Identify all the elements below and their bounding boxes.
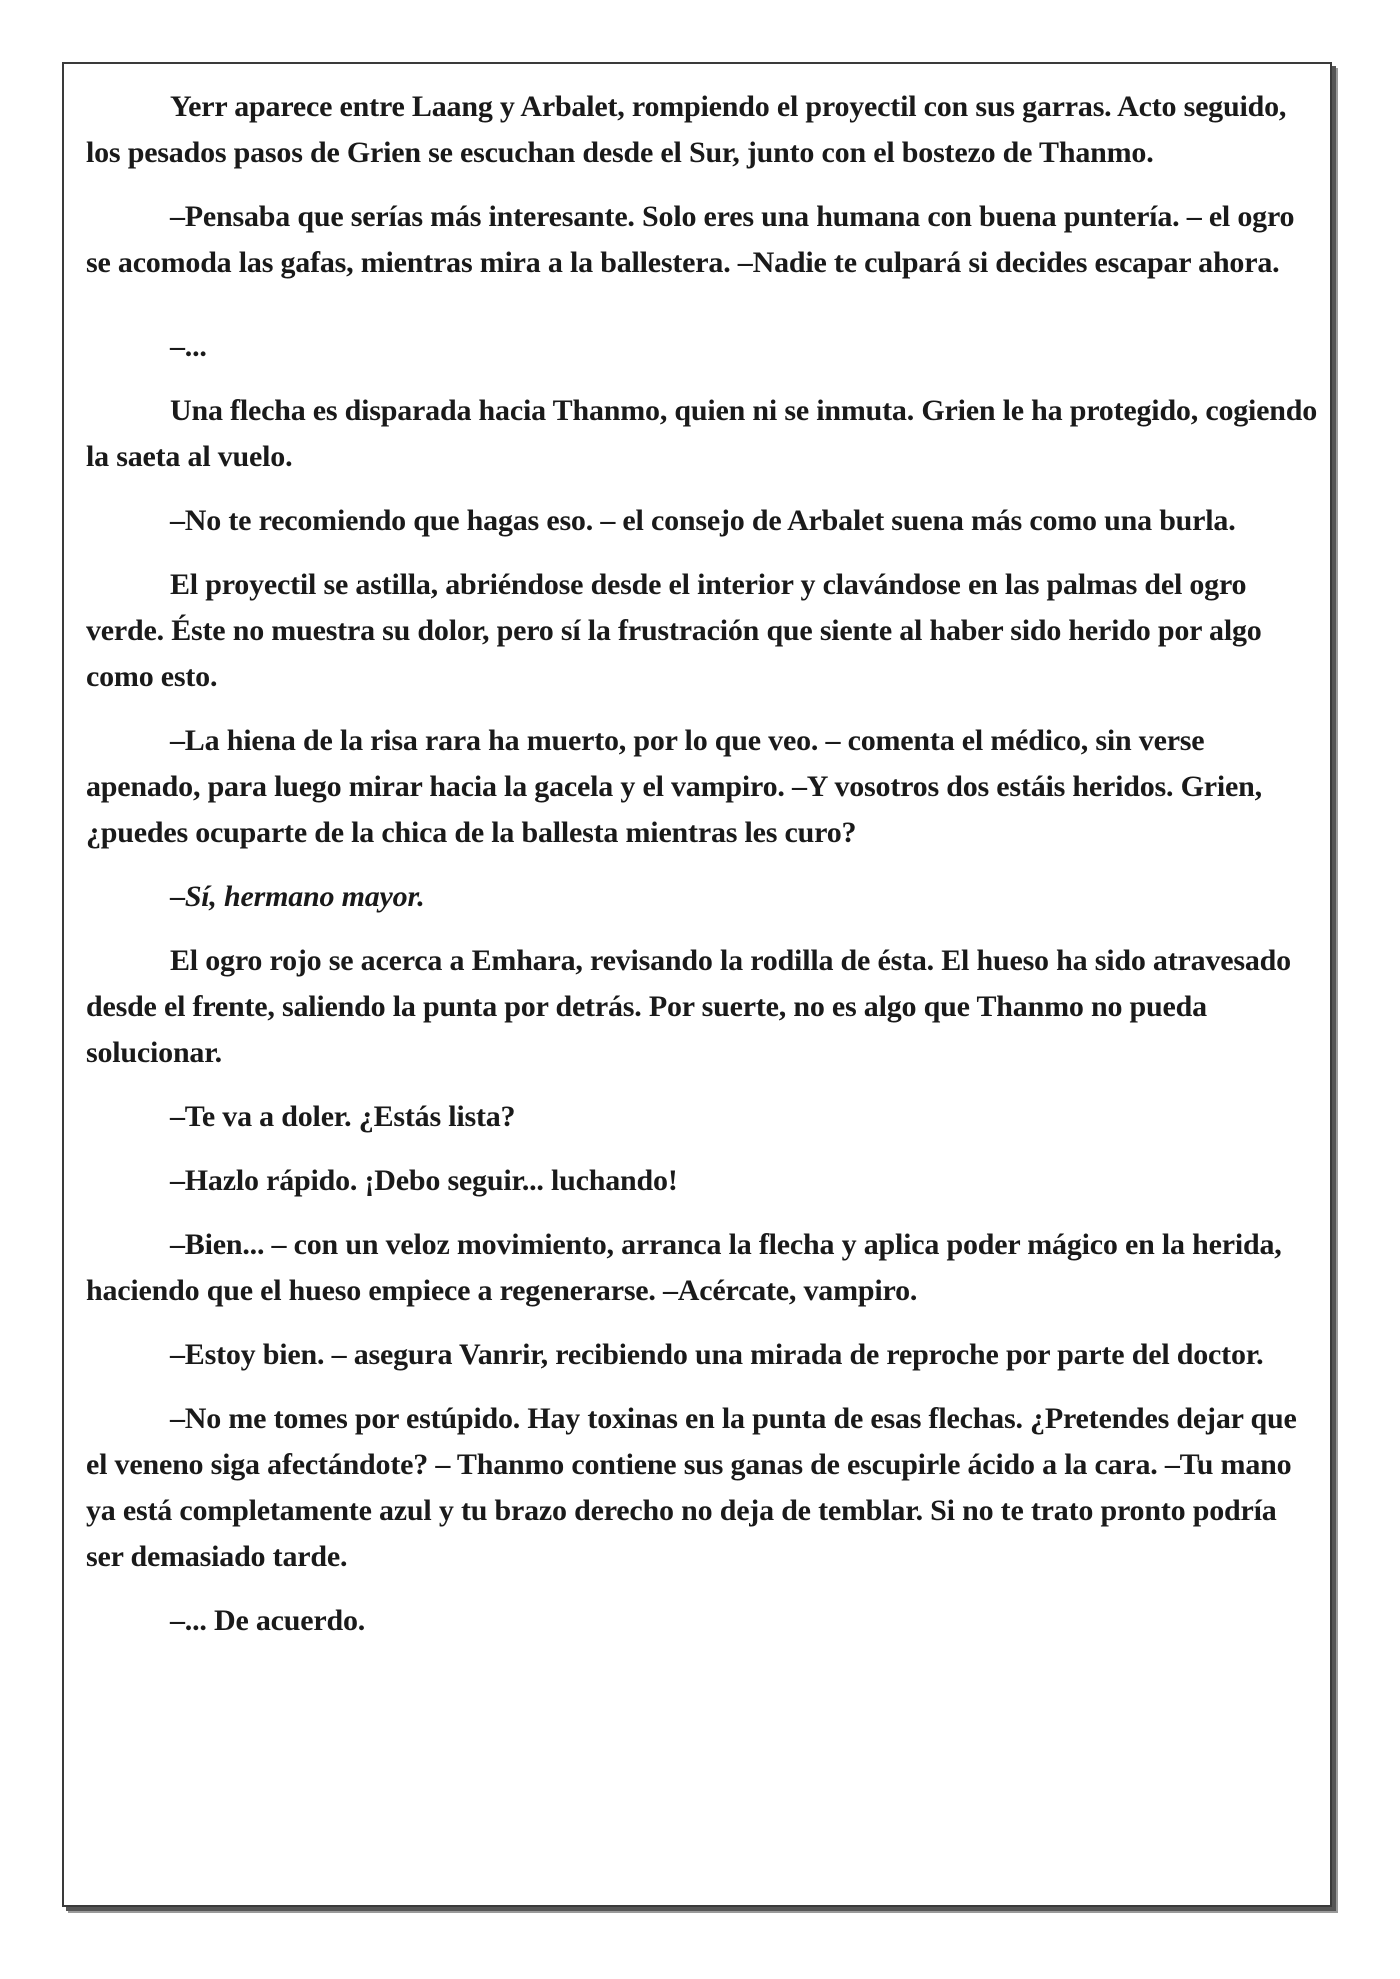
paragraph-13: –Estoy bien. – asegura Vanrir, recibiendo una mirada de reproche por parte del doctor. [170,1338,1264,1371]
paragraph-10: –Te va a doler. ¿Estás lista? [170,1100,516,1133]
paragraph-4: Una flecha es disparada hacia Thanmo, quien ni se inmuta. Grien le ha protegido, cogiendo la saeta al vuelo. [86,394,1318,473]
paragraph-1: Yerr aparece entre Laang y Arbalet, rompiendo el proyectil con sus garras. Acto seguido, los pesados pasos de Grien se escuchan desde el Sur, junto con el bostezo de Thanmo. [86,90,1287,169]
page-frame [62,62,1332,1907]
italic-dialogue: Sí, hermano mayor. [184,880,425,913]
paragraph-11: –Hazlo rápido. ¡Debo seguir... luchando! [170,1164,678,1197]
paragraph-14: –No me tomes por estúpido. Hay toxinas en la punta de esas flechas. ¿Pretendes dejar que el veneno siga afectándote? – Thanmo contiene sus ganas de escupirle ácido a la cara. –Tu mano ya está completamente azul y tu brazo derecho no deja de temblar. Si no te trato pronto podría ser demasiado tarde. [86,1402,1297,1573]
dialogue-dash: – [170,880,185,913]
paragraph-2: –Pensaba que serías más interesante. Solo eres una humana con buena puntería. – el ogro se acomoda las gafas, mientras mira a la ballestera. –Nadie te culpará si decides escapar ahora. [86,200,1295,279]
paragraph-9: El ogro rojo se acerca a Emhara, revisando la rodilla de ésta. El hueso ha sido atravesado desde el frente, saliendo la punta por detrás. Por suerte, no es algo que Thanmo no pueda solucionar. [86,944,1291,1069]
paragraph-5: –No te recomiendo que hagas eso. – el consejo de Arbalet suena más como una burla. [170,504,1236,537]
paragraph-7: –La hiena de la risa rara ha muerto, por lo que veo. – comenta el médico, sin verse apenado, para luego mirar hacia la gacela y el vampiro. –Y vosotros dos estáis heridos. Grien, ¿puedes ocuparte de la chica de la ballesta mientras les curo? [86,724,1262,849]
paragraph-3: –... [170,330,207,363]
paragraph-8 [86,874,1318,920]
text-body [86,84,1318,1662]
paragraph-12: –Bien... – con un veloz movimiento, arranca la flecha y aplica poder mágico en la herida, haciendo que el hueso empiece a regenerarse. –Acércate, vampiro. [86,1228,1282,1307]
paragraph-15: –... De acuerdo. [170,1604,366,1637]
paragraph-6: El proyectil se astilla, abriéndose desde el interior y clavándose en las palmas del ogro verde. Éste no muestra su dolor, pero sí la frustración que siente al haber sido herido por algo como esto. [86,568,1262,693]
